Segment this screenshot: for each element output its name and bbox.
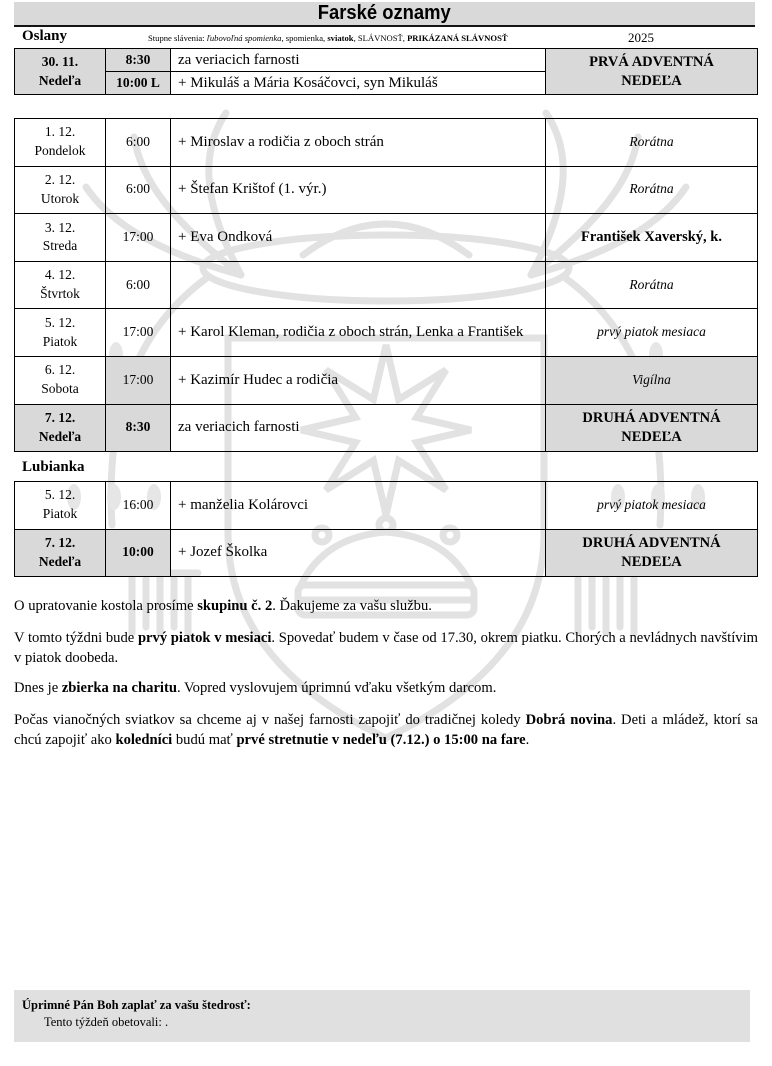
table-row: [15, 166, 758, 214]
feast-cell: prvý piatok mesiaca: [546, 309, 758, 357]
feast-cell: Rorátna: [546, 261, 758, 309]
date-cell: 6. 12. Sobota: [15, 356, 106, 404]
year-label: 2025: [628, 30, 654, 45]
time-cell: 6:00: [106, 119, 171, 167]
intention-cell: + Eva Ondková: [171, 214, 546, 262]
announcement-first-friday: V tomto týždni bude prvý piatok v mesiaci. Spovedať budem v čase od 17.30, okrem piatku. Chorých a nevládnych navštívim v piatok doobeda.: [14, 630, 758, 666]
date-cell: 5. 12. Piatok: [15, 482, 106, 530]
donations-box: [14, 990, 750, 1042]
section-label-lubianka: Lubianka: [22, 459, 85, 475]
feast-cell: Rorátna: [546, 119, 758, 167]
date-cell: 30. 11. Nedeľa: [15, 49, 106, 95]
intention-cell: + manželia Kolárovci: [171, 482, 546, 530]
time-cell: 10:00: [106, 529, 171, 577]
table-row: [15, 529, 758, 577]
table-row: [15, 49, 758, 72]
table-row: [15, 309, 758, 357]
intention-cell: + Štefan Krištof (1. výr.): [171, 166, 546, 214]
oslany-week-table: [14, 118, 758, 452]
date-cell: 5. 12. Piatok: [15, 309, 106, 357]
table-row: [15, 214, 758, 262]
date-cell: 7. 12. Nedeľa: [15, 529, 106, 577]
feast-cell: Rorátna: [546, 166, 758, 214]
date-cell: 2. 12. Utorok: [15, 166, 106, 214]
time-cell: 6:00: [106, 261, 171, 309]
time-cell: 17:00: [106, 356, 171, 404]
intention-cell: + Miroslav a rodičia z oboch strán: [171, 119, 546, 167]
table-row: [15, 404, 758, 452]
feast-cell: DRUHÁ ADVENTNÁ NEDEĽA: [546, 529, 758, 577]
feast-cell: PRVÁ ADVENTNÁ NEDEĽA: [546, 49, 758, 95]
feast-rank-legend: Stupne slávenia: ľubovoľná spomienka, spomienka, sviatok, SLÁVNOSŤ, PRIKÁZANÁ SLÁVNOSŤ: [148, 33, 508, 43]
date-cell: 1. 12. Pondelok: [15, 119, 106, 167]
time-cell: 17:00: [106, 214, 171, 262]
feast-cell: František Xaverský, k.: [546, 214, 758, 262]
announcement-dobra-novina: Počas vianočných sviatkov sa chceme aj v našej farnosti zapojiť do tradičnej koledy Dobrá novina. Deti a mládež, ktorí sa chcú zapojiť ako koledníci budú mať prvé stretnutie v nedeľu (7.12.) o 15:00 na fare.: [14, 712, 758, 748]
title-bar: [14, 2, 755, 27]
table-row: [15, 482, 758, 530]
date-cell: 4. 12. Štvrtok: [15, 261, 106, 309]
intention-cell: za veriacich farnosti: [171, 404, 546, 452]
section-label-oslany: Oslany: [22, 28, 68, 44]
intention-cell: [171, 261, 546, 309]
table-row: [15, 261, 758, 309]
page-title: Farské oznamy: [318, 2, 451, 24]
intention-cell: + Karol Kleman, rodičia z oboch strán, Lenka a František: [171, 309, 546, 357]
feast-cell: Vigílna: [546, 356, 758, 404]
intention-cell: + Kazimír Hudec a rodičia: [171, 356, 546, 404]
time-cell: 8:30: [106, 49, 171, 72]
table-row: [15, 119, 758, 167]
donations-thanks-line: Úprimné Pán Boh zaplať za vašu štedrosť:: [22, 998, 251, 1012]
feast-cell: prvý piatok mesiaca: [546, 482, 758, 530]
intention-cell: za veriacich farnosti: [171, 49, 546, 72]
table-row: [15, 356, 758, 404]
time-cell: 16:00: [106, 482, 171, 530]
oslany-sunday-table: [14, 48, 758, 95]
feast-cell: DRUHÁ ADVENTNÁ NEDEĽA: [546, 404, 758, 452]
lubianka-table: [14, 481, 758, 577]
date-cell: 7. 12. Nedeľa: [15, 404, 106, 452]
announcement-charity-collection: Dnes je zbierka na charitu. Vopred vyslovujem úprimnú vďaku všetkým darcom.: [14, 680, 497, 696]
date-cell: 3. 12. Streda: [15, 214, 106, 262]
announcement-cleaning: O upratovanie kostola prosíme skupinu č. 2. Ďakujeme za vašu službu.: [14, 598, 432, 614]
time-cell: 6:00: [106, 166, 171, 214]
time-cell: 8:30: [106, 404, 171, 452]
intention-cell: + Jozef Školka: [171, 529, 546, 577]
donations-week-line: Tento týždeň obetovali: .: [44, 1015, 169, 1029]
time-cell: 10:00 L: [106, 72, 171, 95]
time-cell: 17:00: [106, 309, 171, 357]
intention-cell: + Mikuláš a Mária Kosáčovci, syn Mikuláš: [171, 72, 546, 95]
